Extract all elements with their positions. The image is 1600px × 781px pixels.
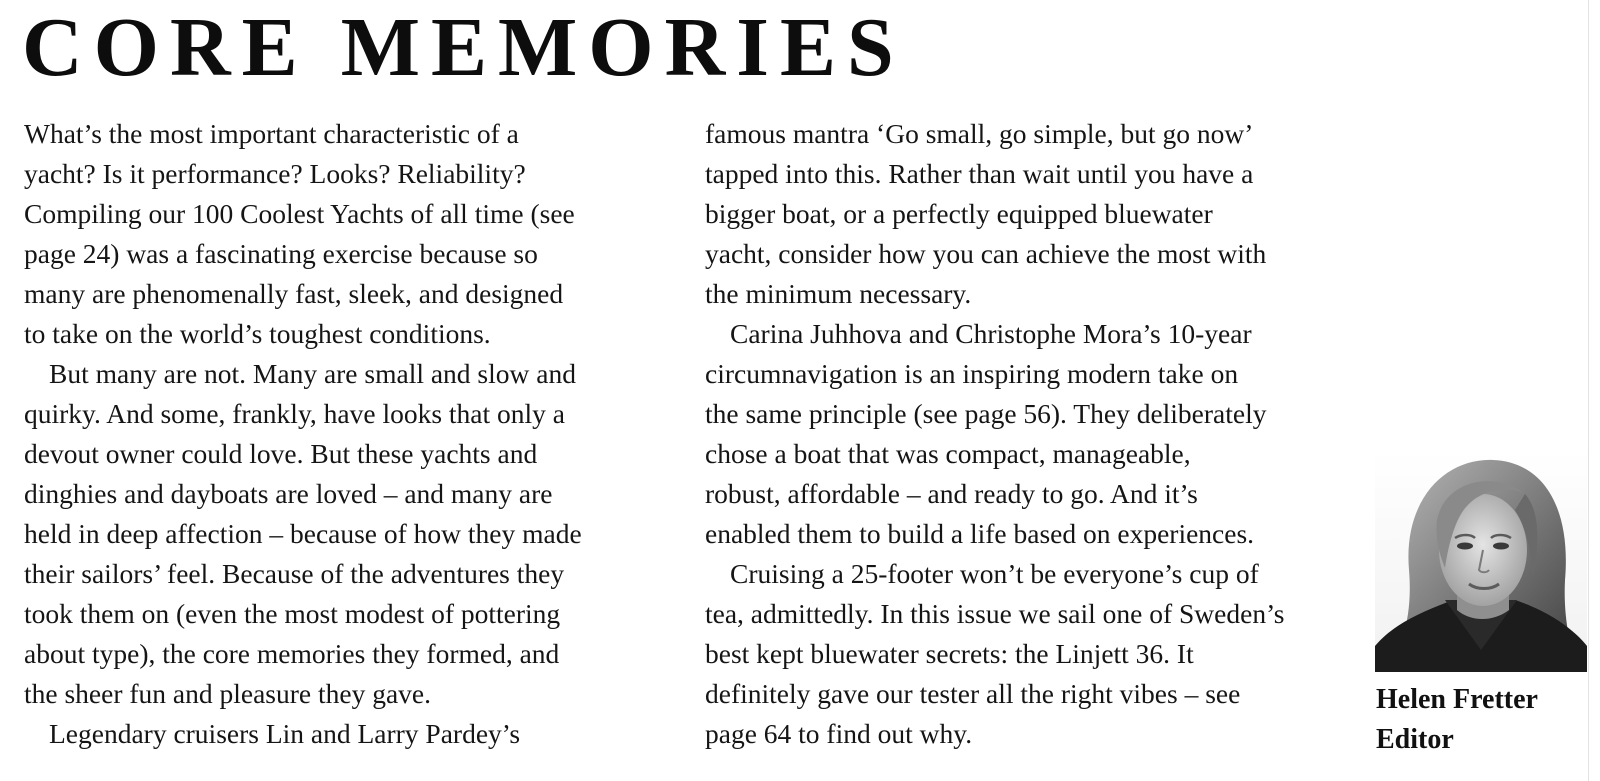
paragraph: Carina Juhhova and Christophe Mora’s 10-year circumnavigation is an inspiring modern take on the same principle (see page 56). They deliberately chose a boat that was compact, manageable, robust, affordable – and ready to go. And it’s enabled them to build a life based on experiences.: [705, 318, 1267, 549]
portrait-photo-icon: [1375, 450, 1587, 672]
paragraph: But many are not. Many are small and slow and quirky. And some, frankly, have looks that only a devout owner could love. But these yachts and dinghies and dayboats are loved – and many are held in deep affection – because of how they made their sailors’ feel. Because of the adventures they took them on (even the most modest of pottering about type), the core memories they formed, and the sheer fun and pleasure they gave.: [24, 358, 582, 709]
paragraph: famous mantra ‘Go small, go simple, but go now’ tapped into this. Rather than wait until you have a bigger boat, or a perfectly equipped bluewater yacht, consider how you can achieve the most with the minimum necessary.: [705, 118, 1267, 309]
byline-role: Editor: [1376, 724, 1454, 755]
byline-name: Helen Fretter: [1376, 684, 1538, 715]
headline: CORE MEMORIES: [22, 1, 905, 94]
paragraph: Cruising a 25-footer won’t be everyone’s cup of tea, admittedly. In this issue we sail one of Sweden’s best kept bluewater secrets: the Linjett 36. It definitely gave our tester all the right vibes – see page 64 to find out why.: [705, 558, 1285, 749]
paragraph: What’s the most important characteristic of a yacht? Is it performance? Looks? Reliability? Compiling our 100 Coolest Yachts of all time (see page 24) was a fascinating exercise because so many are phenomenally fast, sleek, and designed to take on the world’s toughest conditions.: [24, 118, 575, 349]
byline: [1376, 680, 1538, 760]
page-edge-divider: [1588, 0, 1589, 781]
article-column-middle: [705, 114, 1345, 754]
article-column-left: [24, 114, 654, 754]
editor-portrait: [1375, 450, 1587, 672]
paragraph: Legendary cruisers Lin and Larry Pardey’s: [49, 718, 521, 749]
